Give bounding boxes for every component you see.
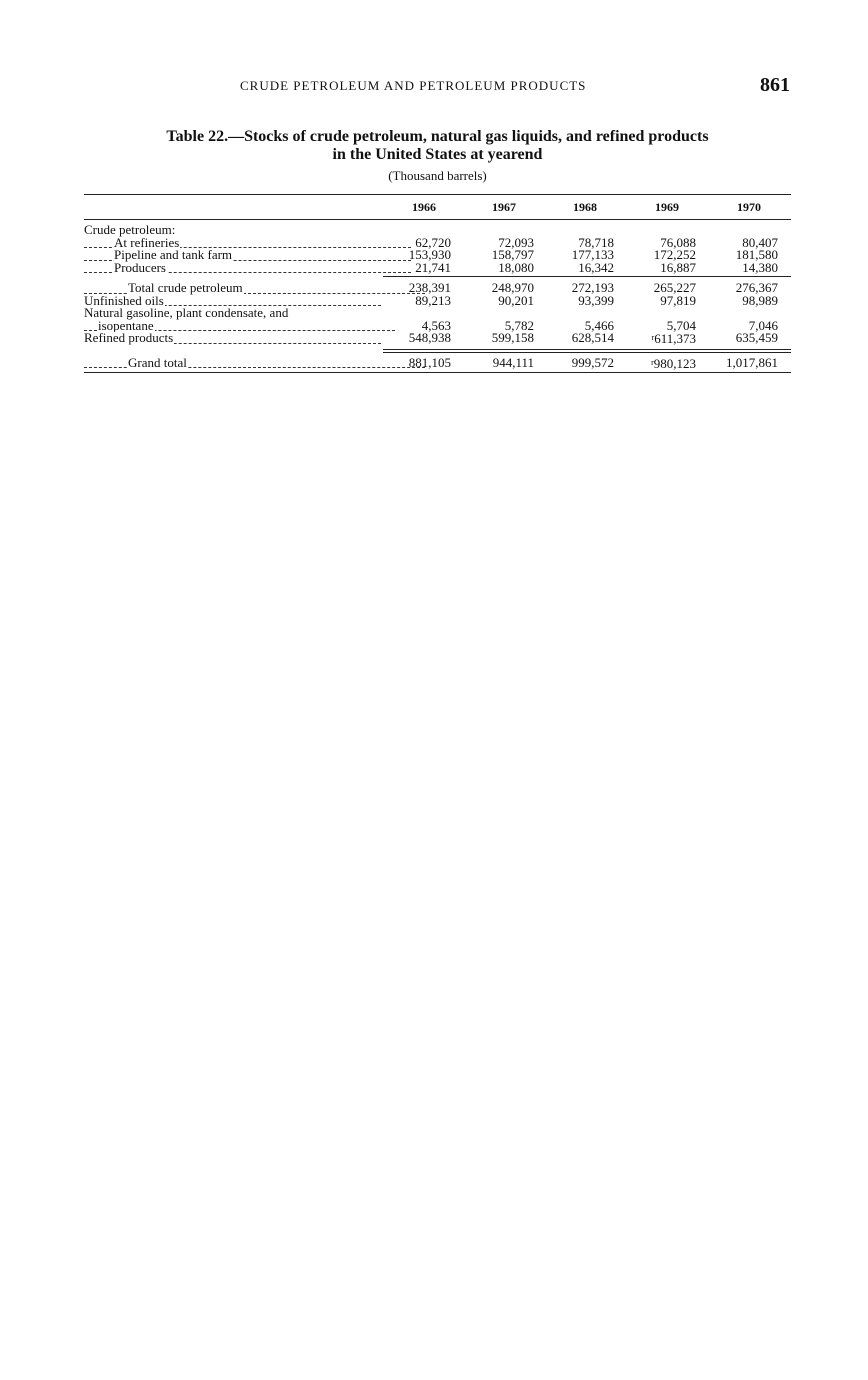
cell-1969: 265,227	[653, 280, 696, 295]
table-unit: (Thousand barrels)	[388, 168, 487, 183]
cell-value: 980,123	[653, 355, 696, 371]
cell-1969	[624, 357, 696, 371]
cell-1967: 72,093	[498, 234, 534, 250]
row-label: Grand total	[128, 356, 187, 369]
cell-1967: 158,797	[491, 247, 534, 262]
column-header-1970: 1970	[737, 200, 761, 214]
cell-1966: 21,741	[415, 259, 451, 275]
cell-1969: 76,088	[660, 234, 696, 250]
row-label: Pipeline and tank farm	[114, 249, 233, 262]
subtotal-rule	[383, 276, 791, 277]
cell-value: 611,373	[654, 331, 696, 346]
cell-1968: 78,718	[578, 234, 614, 250]
table-title-line-1: Table 22.—Stocks of crude petroleum, natural gas liquids, and refined products	[166, 128, 709, 145]
row-label: At refineries	[114, 236, 180, 249]
page-number: 861	[760, 74, 790, 96]
row-label: Refined products	[84, 332, 174, 345]
column-header-1969: 1969	[655, 200, 679, 214]
running-head	[0, 76, 868, 100]
cell-1968: 999,572	[571, 354, 614, 370]
cell-1966: 4,563	[421, 317, 451, 333]
cell-1970: 1,017,861	[726, 354, 778, 370]
running-title: CRUDE PETROLEUM AND PETROLEUM PRODUCTS	[240, 78, 587, 93]
cell-1970: 635,459	[735, 330, 778, 345]
column-header-1967: 1967	[492, 200, 516, 214]
cell-1970: 14,380	[742, 259, 778, 275]
table-row-grand-total	[84, 354, 791, 371]
cell-1967: 5,782	[504, 317, 534, 333]
cell-1967: 944,111	[492, 354, 534, 370]
cell-1968: 5,466	[584, 317, 614, 333]
cell-1970: 276,367	[735, 280, 778, 295]
cell-1966: 62,720	[415, 234, 451, 250]
cell-1968: 628,514	[571, 330, 614, 345]
revised-note-marker: r	[651, 333, 655, 342]
row-label: Unfinished oils	[84, 294, 164, 307]
cell-1967: 248,970	[491, 280, 534, 295]
cell-1969: 16,887	[660, 259, 696, 275]
stocks-table	[84, 194, 791, 375]
cell-1969: 97,819	[660, 292, 696, 308]
cell-1968: 16,342	[578, 259, 614, 275]
cell-1966: 89,213	[415, 292, 451, 308]
revised-note-marker: r	[651, 357, 654, 367]
cell-1968: 177,133	[571, 247, 614, 262]
cell-1970: 98,989	[742, 292, 778, 308]
cell-1970: 80,407	[742, 234, 778, 250]
row-label: Total crude petroleum	[128, 282, 243, 295]
cell-1968: 93,399	[578, 292, 614, 308]
cell-1967: 90,201	[498, 292, 534, 308]
cell-1966: 881,105	[408, 354, 451, 370]
column-header-1966: 1966	[412, 200, 436, 214]
table-bottom-rule	[84, 372, 791, 373]
table-row-refined-products	[84, 332, 791, 345]
cell-1969: 5,704	[666, 317, 696, 333]
table-title-line-2: in the United States at yearend	[332, 146, 543, 163]
cell-1966: 153,930	[408, 247, 451, 262]
column-header-1968: 1968	[573, 200, 597, 214]
row-label: isopentane	[98, 319, 154, 332]
row-label: Producers	[114, 261, 166, 274]
cell-1967: 599,158	[491, 330, 534, 345]
cell-1967: 18,080	[498, 259, 534, 275]
section-label: Crude petroleum:	[84, 224, 176, 237]
cell-1970: 181,580	[735, 247, 778, 262]
cell-1966: 548,938	[408, 330, 451, 345]
table-row-producers	[84, 259, 791, 275]
cell-1969: 172,252	[653, 247, 696, 262]
cell-1966: 238,391	[408, 280, 451, 295]
table-caption	[84, 128, 791, 184]
table-header-row	[84, 194, 791, 220]
cell-1970: 7,046	[748, 317, 778, 333]
table-row-unfinished-oils	[84, 292, 791, 308]
cell-1969	[624, 332, 696, 346]
total-double-rule	[383, 349, 791, 353]
row-label: Natural gasoline, plant condensate, and	[84, 307, 289, 320]
cell-1968: 272,193	[571, 280, 614, 295]
